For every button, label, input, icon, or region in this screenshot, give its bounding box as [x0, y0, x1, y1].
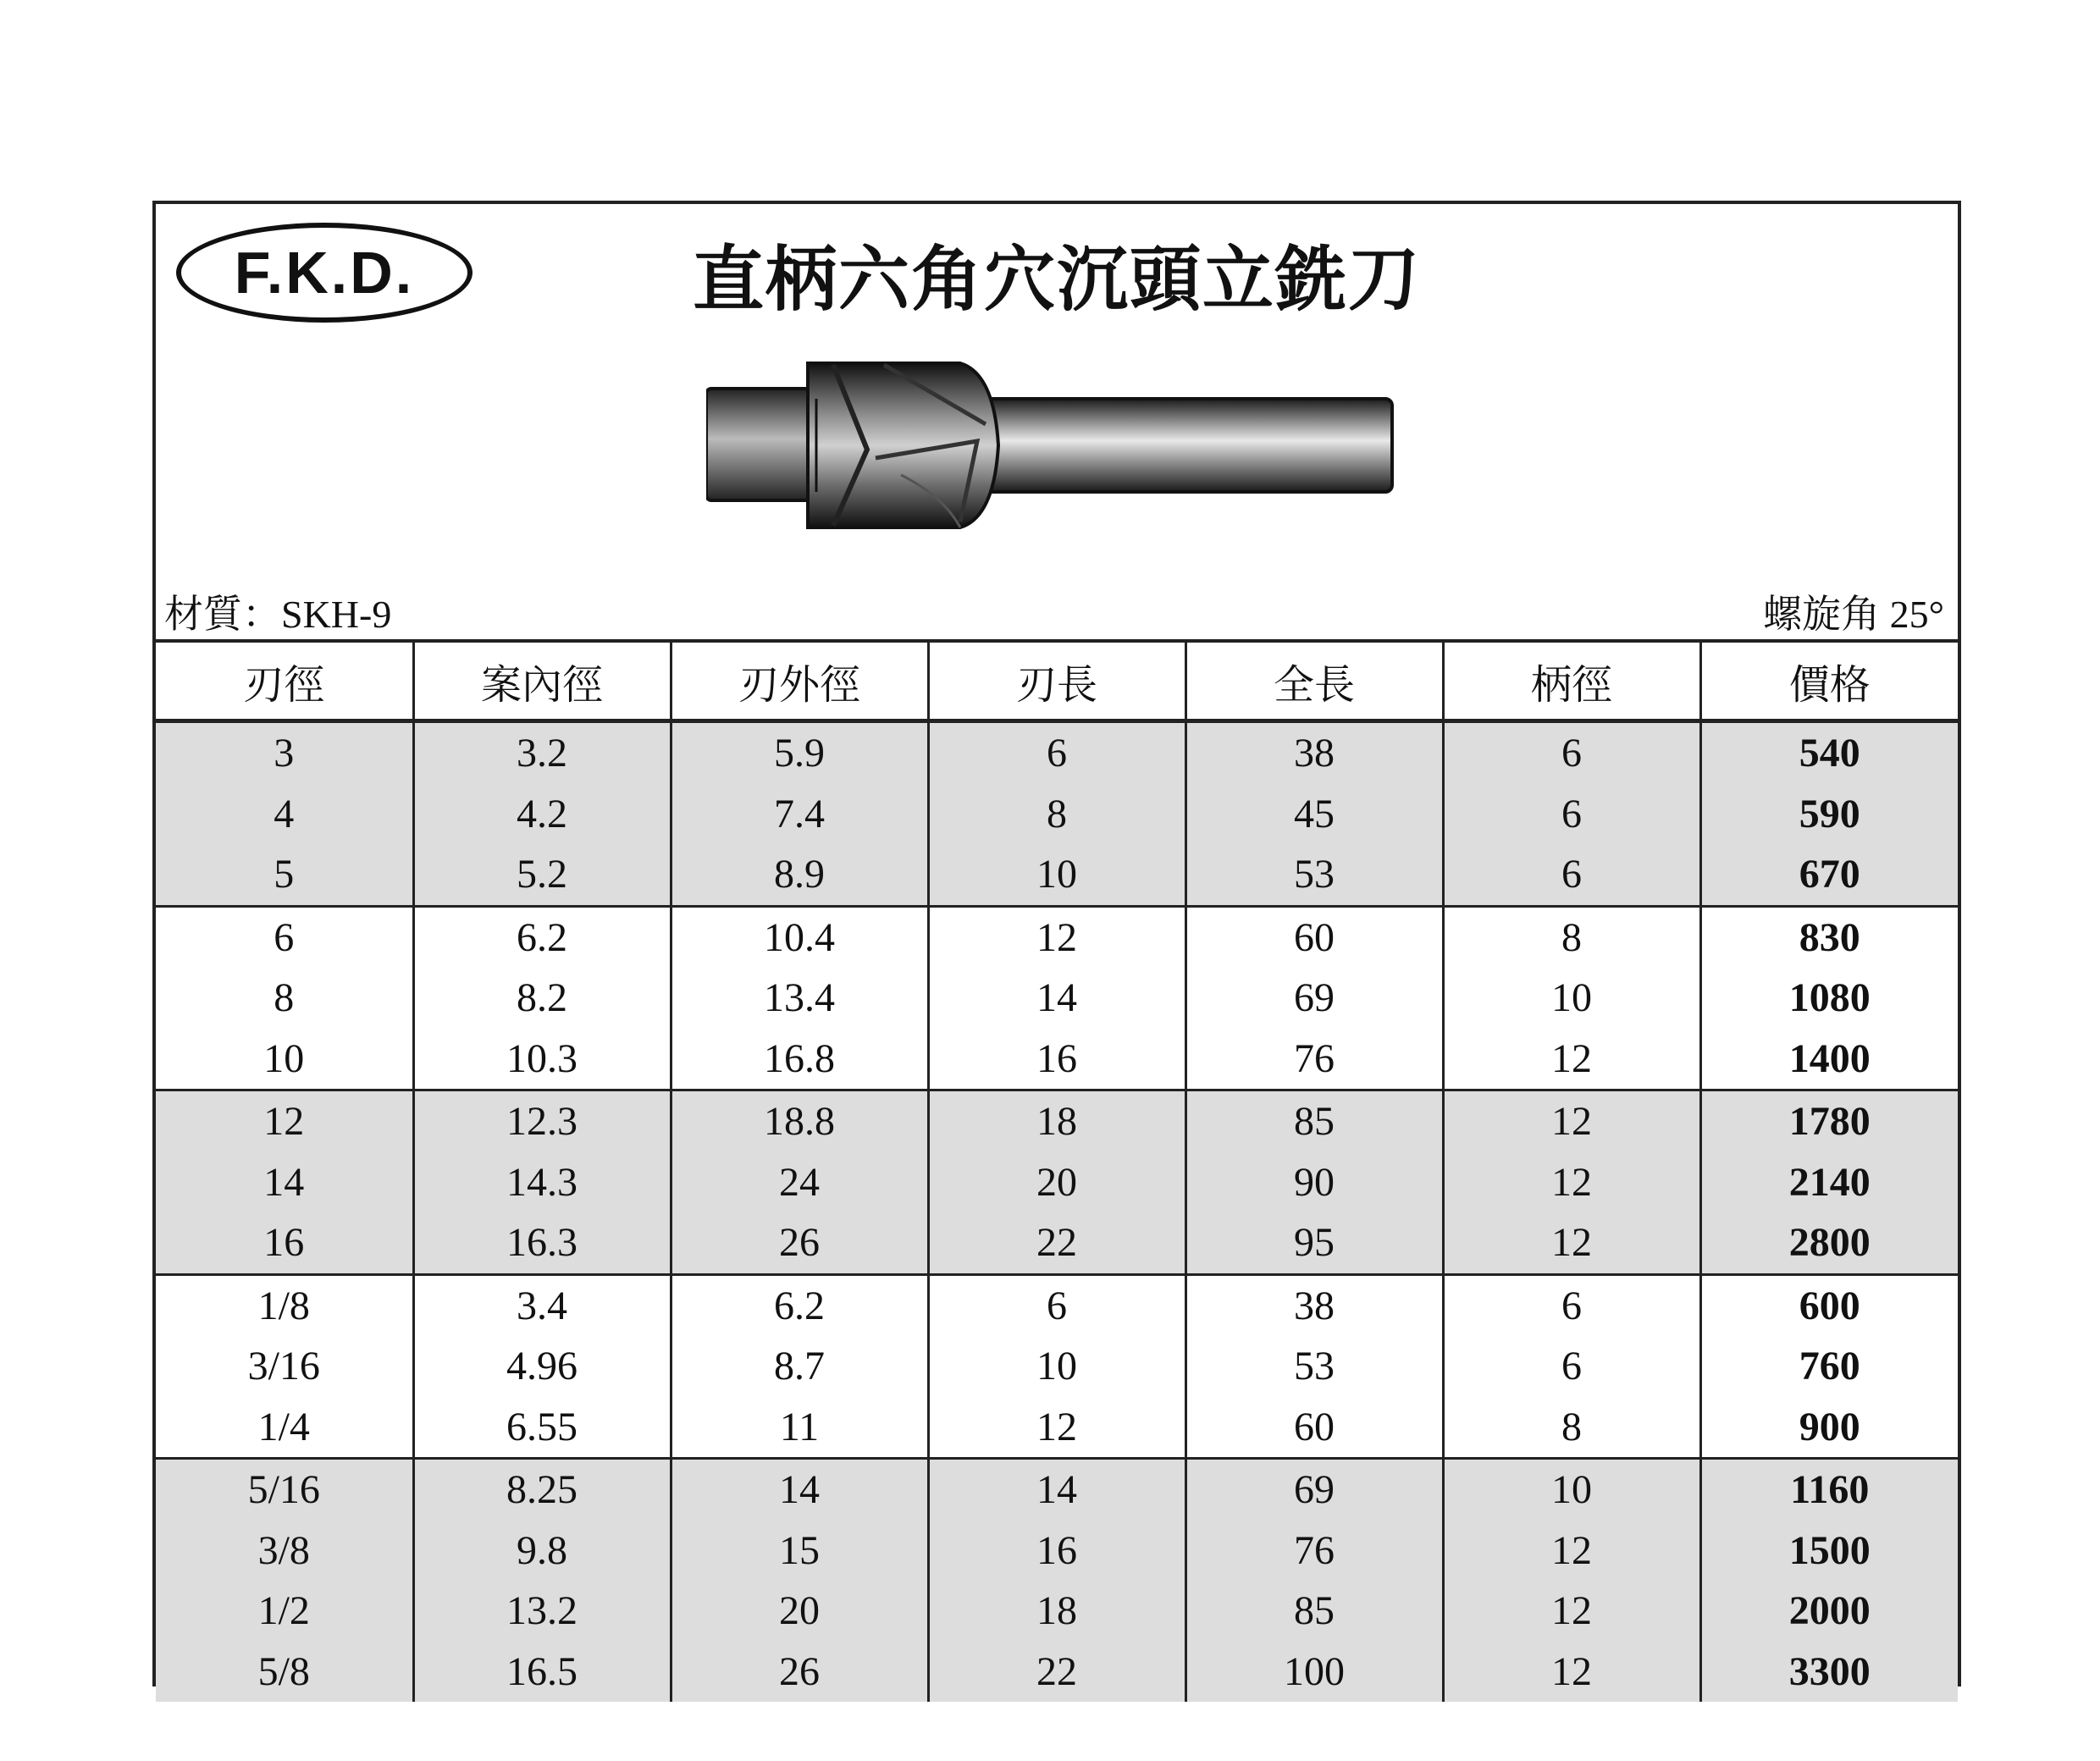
cell-cutter-diameter: 4 — [156, 784, 413, 845]
cell-shank-diameter: 10 — [1443, 1459, 1700, 1521]
cell-shank-diameter: 6 — [1443, 1274, 1700, 1336]
cell-shank-diameter: 8 — [1443, 1397, 1700, 1459]
cell-cutting-length: 18 — [928, 1581, 1185, 1642]
cell-outer-diameter: 24 — [671, 1152, 928, 1213]
cell-overall-length: 85 — [1185, 1090, 1443, 1152]
cell-price: 1500 — [1700, 1521, 1958, 1582]
table-row — [156, 1642, 1958, 1703]
brand-logo: F.K.D. — [176, 223, 472, 323]
cell-shank-diameter: 12 — [1443, 1521, 1700, 1582]
cell-cutter-diameter: 5/8 — [156, 1642, 413, 1703]
col-header-shank-diameter: 柄徑 — [1443, 641, 1700, 721]
cell-outer-diameter: 26 — [671, 1642, 928, 1703]
cell-price: 540 — [1700, 721, 1958, 784]
cell-outer-diameter: 8.9 — [671, 844, 928, 906]
cell-cutter-diameter: 1/4 — [257, 1404, 310, 1449]
cell-outer-diameter: 11 — [671, 1397, 928, 1459]
cell-shank-diameter: 8 — [1443, 906, 1700, 968]
cell-guide-diameter: 6.55 — [413, 1397, 671, 1459]
cell-cutting-length: 22 — [928, 1642, 1185, 1703]
cell-cutting-length: 16 — [928, 1521, 1185, 1582]
table-row — [156, 721, 1958, 784]
cell-overall-length: 100 — [1185, 1642, 1443, 1703]
cell-cutter-diameter: 16 — [156, 1212, 413, 1274]
cell-guide-diameter: 8.2 — [413, 968, 671, 1029]
cell-cutter-diameter: 5/16 — [156, 1459, 413, 1521]
cell-shank-diameter: 12 — [1443, 1581, 1700, 1642]
cell-cutting-length: 12 — [928, 1397, 1185, 1459]
cell-guide-diameter: 5.2 — [413, 844, 671, 906]
helix-angle-label: 螺旋角 25° — [1763, 593, 1944, 636]
cell-outer-diameter: 26 — [671, 1212, 928, 1274]
table-row — [156, 1397, 1958, 1459]
cell-cutter-diameter: 5 — [156, 844, 413, 906]
cell-outer-diameter: 7.4 — [671, 784, 928, 845]
table-row — [156, 1459, 1958, 1521]
specification-table — [156, 639, 1958, 1702]
cell-guide-diameter: 12.3 — [413, 1090, 671, 1152]
cell-shank-diameter: 12 — [1443, 1642, 1700, 1703]
table-row — [156, 1274, 1958, 1336]
cell-guide-diameter: 3.2 — [413, 721, 671, 784]
table-row — [156, 784, 1958, 845]
cell-shank-diameter: 6 — [1443, 721, 1700, 784]
col-header-cutting-length: 刃長 — [928, 641, 1185, 721]
cell-guide-diameter: 16.5 — [413, 1642, 671, 1703]
cell-price: 670 — [1700, 844, 1958, 906]
cell-cutter-diameter: 3/16 — [247, 1344, 320, 1389]
cell-shank-diameter: 6 — [1443, 784, 1700, 845]
col-header-overall-length: 全長 — [1185, 641, 1443, 721]
cell-cutting-length: 20 — [928, 1152, 1185, 1213]
cell-shank-diameter: 12 — [1443, 1212, 1700, 1274]
cell-cutting-length: 10 — [928, 1336, 1185, 1397]
table-row — [156, 1029, 1958, 1090]
table-row — [156, 844, 1958, 906]
cell-guide-diameter: 9.8 — [413, 1521, 671, 1582]
cell-cutting-length: 6 — [928, 1274, 1185, 1336]
cell-overall-length: 60 — [1185, 906, 1443, 968]
cell-overall-length: 90 — [1185, 1152, 1443, 1213]
cell-price: 900 — [1700, 1397, 1958, 1459]
cell-guide-diameter: 8.25 — [413, 1459, 671, 1521]
cell-outer-diameter: 14 — [671, 1459, 928, 1521]
cell-cutter-diameter: 3/8 — [156, 1521, 413, 1582]
cell-cutting-length: 14 — [928, 968, 1185, 1029]
cell-price: 2000 — [1700, 1581, 1958, 1642]
cell-overall-length: 53 — [1185, 1336, 1443, 1397]
cell-outer-diameter: 13.4 — [671, 968, 928, 1029]
cell-guide-diameter: 10.3 — [413, 1029, 671, 1090]
table-body — [156, 721, 1958, 1703]
table-row — [156, 1152, 1958, 1213]
cell-guide-diameter: 4.96 — [413, 1336, 671, 1397]
cell-guide-diameter: 14.3 — [413, 1152, 671, 1213]
cell-cutter-diameter: 1/2 — [156, 1581, 413, 1642]
cell-cutter-diameter: 8 — [274, 975, 295, 1021]
cell-overall-length: 69 — [1185, 1459, 1443, 1521]
cell-cutter-diameter: 6 — [156, 906, 413, 968]
cell-cutter-diameter: 14 — [156, 1152, 413, 1213]
cell-cutting-length: 18 — [928, 1090, 1185, 1152]
cell-outer-diameter: 5.9 — [671, 721, 928, 784]
col-header-price: 價格 — [1700, 641, 1958, 721]
cell-price: 1160 — [1700, 1459, 1958, 1521]
table-row — [156, 1336, 1958, 1397]
cell-overall-length: 45 — [1185, 784, 1443, 845]
catalog-header — [156, 204, 1958, 639]
cell-guide-diameter: 4.2 — [413, 784, 671, 845]
cell-cutting-length: 22 — [928, 1212, 1185, 1274]
cell-shank-diameter: 6 — [1443, 1336, 1700, 1397]
cell-outer-diameter: 8.7 — [671, 1336, 928, 1397]
cell-overall-length: 76 — [1185, 1029, 1443, 1090]
table-row — [156, 1212, 1958, 1274]
cell-overall-length: 69 — [1185, 968, 1443, 1029]
cell-price: 1080 — [1700, 968, 1958, 1029]
cell-price: 760 — [1700, 1336, 1958, 1397]
cell-price: 600 — [1700, 1274, 1958, 1336]
cell-guide-diameter: 3.4 — [413, 1274, 671, 1336]
cell-cutting-length: 6 — [928, 721, 1185, 784]
cell-cutting-length: 14 — [928, 1459, 1185, 1521]
cell-price: 2800 — [1700, 1212, 1958, 1274]
product-title: 直柄六角穴沉頭立銑刀 — [692, 238, 1421, 321]
cell-outer-diameter: 10.4 — [671, 906, 928, 968]
cell-price: 590 — [1700, 784, 1958, 845]
table-header-row — [156, 641, 1958, 721]
cell-overall-length: 38 — [1185, 1274, 1443, 1336]
cell-outer-diameter: 16.8 — [671, 1029, 928, 1090]
table-row — [156, 968, 1958, 1029]
cell-overall-length: 95 — [1185, 1212, 1443, 1274]
cell-cutting-length: 8 — [928, 784, 1185, 845]
cell-shank-diameter: 12 — [1443, 1029, 1700, 1090]
cell-cutter-diameter: 1/8 — [156, 1274, 413, 1336]
cell-price: 1780 — [1700, 1090, 1958, 1152]
col-header-outer-diameter: 刃外徑 — [671, 641, 928, 721]
cell-cutter-diameter: 12 — [156, 1090, 413, 1152]
table-row — [156, 1521, 1958, 1582]
cell-outer-diameter: 15 — [671, 1521, 928, 1582]
table-row — [156, 1581, 1958, 1642]
cell-overall-length: 60 — [1185, 1397, 1443, 1459]
cell-outer-diameter: 20 — [671, 1581, 928, 1642]
cell-shank-diameter: 10 — [1443, 968, 1700, 1029]
cell-cutting-length: 10 — [928, 844, 1185, 906]
material-label: 材質：SKH-9 — [164, 593, 392, 636]
cell-shank-diameter: 12 — [1443, 1152, 1700, 1213]
catalog-sheet — [152, 201, 1961, 1694]
cell-price: 3300 — [1700, 1642, 1958, 1703]
cell-guide-diameter: 16.3 — [413, 1212, 671, 1274]
cell-overall-length: 85 — [1185, 1581, 1443, 1642]
cell-overall-length: 38 — [1185, 721, 1443, 784]
cell-cutter-diameter: 3 — [156, 721, 413, 784]
cell-cutting-length: 16 — [928, 1029, 1185, 1090]
col-header-guide-diameter: 案內徑 — [413, 641, 671, 721]
cell-price: 830 — [1700, 906, 1958, 968]
cell-overall-length: 53 — [1185, 844, 1443, 906]
table-row — [156, 906, 1958, 968]
cell-shank-diameter: 12 — [1443, 1090, 1700, 1152]
cell-shank-diameter: 6 — [1443, 844, 1700, 906]
table-row — [156, 1090, 1958, 1152]
cell-price: 1400 — [1700, 1029, 1958, 1090]
cell-guide-diameter: 13.2 — [413, 1581, 671, 1642]
col-header-cutter-diameter: 刃徑 — [156, 641, 413, 721]
cell-outer-diameter: 6.2 — [671, 1274, 928, 1336]
cell-price: 2140 — [1700, 1152, 1958, 1213]
counterbore-end-mill-image — [706, 348, 1401, 568]
cell-cutter-diameter: 10 — [263, 1035, 305, 1081]
cell-guide-diameter: 6.2 — [413, 906, 671, 968]
cell-outer-diameter: 18.8 — [671, 1090, 928, 1152]
cell-cutting-length: 12 — [928, 906, 1185, 968]
cell-overall-length: 76 — [1185, 1521, 1443, 1582]
